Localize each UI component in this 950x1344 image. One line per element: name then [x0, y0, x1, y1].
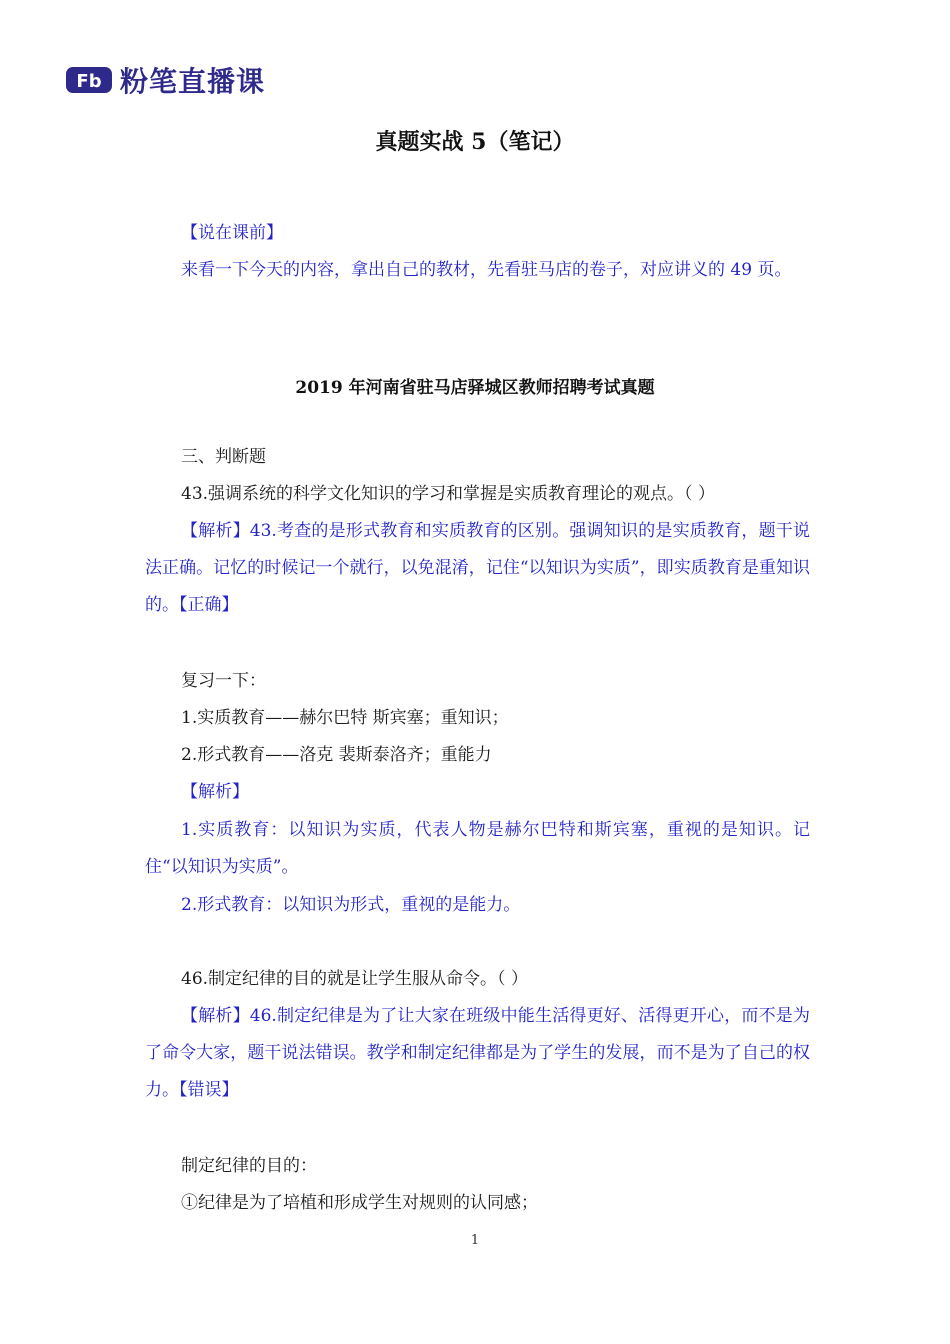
- question-43-analysis: 【解析】43.考查的是形式教育和实质教育的区别。强调知识的是实质教育，题干说法正确。记忆的时候记一个就行，以免混淆，记住“以知识为实质”，即实质教育是重知识的。【正确】: [145, 521, 810, 615]
- analysis-item-2: 2.形式教育：以知识为形式，重视的是能力。: [181, 895, 521, 915]
- exam-title: 2019 年河南省驻马店驿城区教师招聘考试真题: [295, 378, 655, 398]
- review-item-1: 1.实质教育——赫尔巴特 斯宾塞；重知识；: [181, 708, 509, 728]
- analysis-item-1: 1.实质教育：以知识为实质，代表人物是赫尔巴特和斯宾塞，重视的是知识。记住“以知识为实质”。: [145, 820, 810, 877]
- document-title: 真题实战 5（笔记）: [375, 129, 575, 155]
- logo-letters: Fb: [76, 71, 102, 92]
- purpose-item-1: ①纪律是为了培植和形成学生对规则的认同感；: [181, 1193, 538, 1213]
- brand-logo: [66, 60, 265, 100]
- brand-text: 粉笔直播课: [120, 65, 266, 98]
- intro-label: 【说在课前】: [181, 223, 283, 243]
- fenbi-logo-icon: [66, 65, 112, 95]
- review-label: 复习一下：: [181, 671, 266, 691]
- question-46-analysis: 【解析】46.制定纪律是为了让大家在班级中能生活得更好、活得更开心，而不是为了命令大家，题干说法错误。教学和制定纪律都是为了学生的发展，而不是为了自己的权力。【错误】: [145, 1006, 810, 1100]
- page-number: 1: [470, 1233, 480, 1248]
- purpose-label: 制定纪律的目的：: [181, 1156, 317, 1176]
- question-46: 46.制定纪律的目的就是让学生服从命令。（ ）: [181, 969, 528, 989]
- question-43: 43.强调系统的科学文化知识的学习和掌握是实质教育理论的观点。（ ）: [181, 484, 715, 504]
- analysis-label: 【解析】: [181, 782, 249, 802]
- review-item-2: 2.形式教育——洛克 裴斯泰洛齐；重能力: [181, 745, 492, 765]
- section-heading: 三、判断题: [181, 447, 266, 467]
- intro-text: 来看一下今天的内容，拿出自己的教材，先看驻马店的卷子，对应讲义的 49 页。: [181, 260, 792, 280]
